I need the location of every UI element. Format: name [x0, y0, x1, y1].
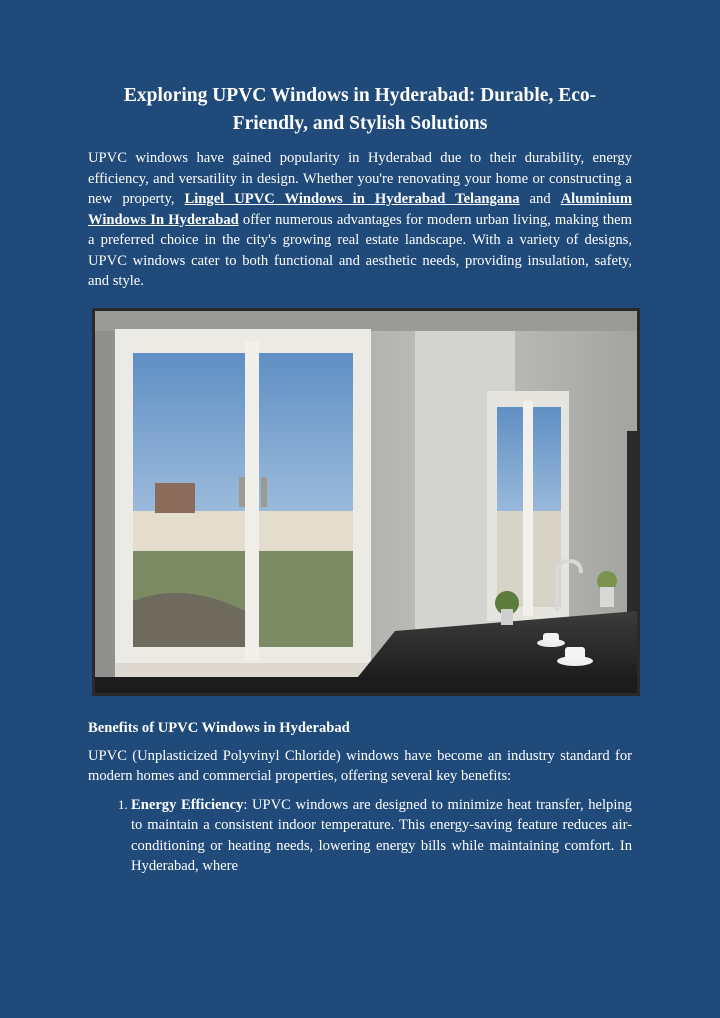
upvc-window-photo [92, 308, 640, 696]
benefit-text: : UPVC windows are designed to minimize heat transfer, helping to maintain a consistent indoor temperature. This energy-saving feature reduces air-conditioning or heating needs, lowering energy bills while maintaining comfort. In Hyderabad, where [131, 796, 632, 874]
intro-paragraph [88, 148, 632, 292]
benefit-title: Energy Efficiency [131, 796, 244, 813]
intro-text-after: offer numerous advantages for modern urban living, making them a preferred choice in the city's growing real estate landscape. With a variety of designs, UPVC windows cater to both functional and aesthetic needs, providing insulation, safety, and style. [88, 211, 632, 289]
document-page [88, 82, 632, 877]
benefits-list [88, 795, 632, 877]
list-item [131, 795, 632, 877]
page-title: Exploring UPVC Windows in Hyderabad: Durable, Eco-Friendly, and Stylish Solutions [123, 85, 597, 134]
window-interior-image [95, 311, 637, 693]
benefits-heading: Benefits of UPVC Windows in Hyderabad [88, 719, 350, 736]
link-lingel-upvc-windows[interactable]: Lingel UPVC Windows in Hyderabad Telangana [184, 191, 520, 207]
benefits-intro: UPVC (Unplasticized Polyvinyl Chloride) windows have become an industry standard for modern homes and commercial properties, offering several key benefits: [88, 747, 632, 784]
link-aluminium-windows[interactable]: Aluminium Windows In Hyderabad [88, 191, 633, 228]
intro-text-before: UPVC windows have gained popularity in Hyderabad due to their durability, energy efficiency, and versatility in design. Whether you're renovating your home or constructing a new property, [88, 150, 632, 207]
intro-text-and: and [519, 191, 561, 207]
